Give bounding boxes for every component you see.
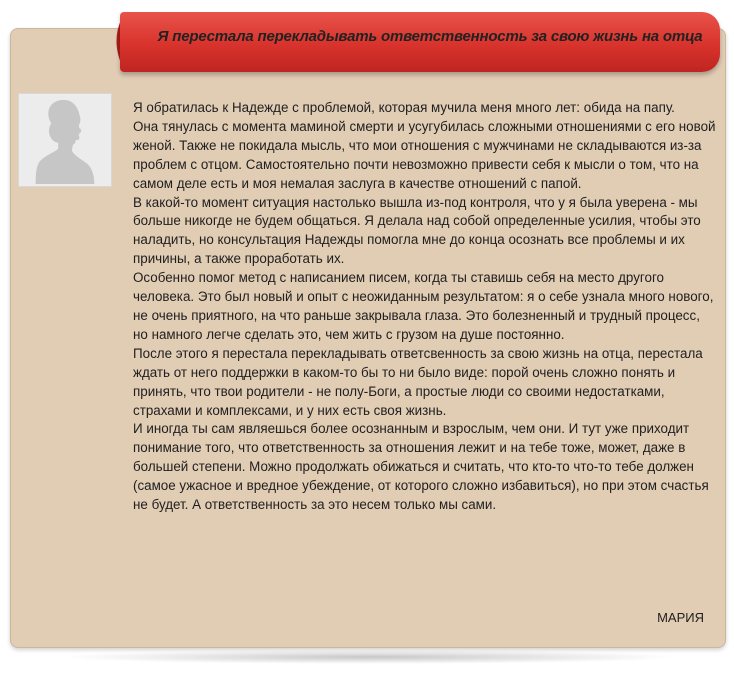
review-paragraph: И иногда ты сам являешься более осознанным и взрослым, чем они. И тут уже приходит понимание того, что ответственность за отношения лежит и на тебе тоже, может, даже в большей степени. Можно продолжать обижаться и считать, что кто-то что-то тебе должен (самое ужасное и вредное убеждение, от которого сложно избавиться), но при этом счастья не будет. А ответственность за это несем только мы сами. <box>133 421 709 513</box>
review-paragraph: Я обратилась к Надежде с проблемой, которая мучила меня много лет: обида на папу. <box>133 100 675 115</box>
review-paragraph: В какой-то момент ситуация настолько вышла из-под контроля, что у я была уверена - мы больше никогде не будем общаться. Я делала над собой определенные усилия, чтобы это наладить, но консультация Надежды помогла мне до конца осознать все проблемы и их причины, а также проработать их. <box>133 194 701 267</box>
review-paragraph: После этого я перестала перекладывать ответсвенность за свою жизнь на отца, перестала ждать от него поддержки в каком-то бы то ни было виде: порой очень сложно понять и принять, что твои родители - не полу-Боги, а простые люди со своими недостатками, страхами и комплексами, и у них есть своя жизнь. <box>133 345 703 418</box>
female-silhouette-icon <box>18 93 112 187</box>
review-author: МАРИЯ <box>657 610 704 625</box>
review-paragraph: Особенно помог метод с написанием писем, когда ты ставишь себя на место другого человека. Это был новый и опыт с неожиданным результатом: я о себе узнала много нового, не очень приятного, на что раньше закрывала глаза. Это болезненный и трудный процесс, но намного легче сделать это, чем жить с грузом на душе постоянно. <box>133 270 714 342</box>
review-text <box>133 99 718 515</box>
card-shadow <box>60 650 680 664</box>
review-title: Я перестала перекладывать ответственность за свою жизнь на отца <box>157 28 703 45</box>
review-paragraph: Она тянулась с момента маминой смерти и усугубилась сложными отношениями с его новой женой. Также не покидала мысль, что мои отношения с мужчинами не складываются из-за проблем с отцом. Самостоятельно почти невозможно привести себя к мысли о том, что на самом деле есть и моя немалая заслуга в качестве отношений с папой. <box>133 118 716 191</box>
